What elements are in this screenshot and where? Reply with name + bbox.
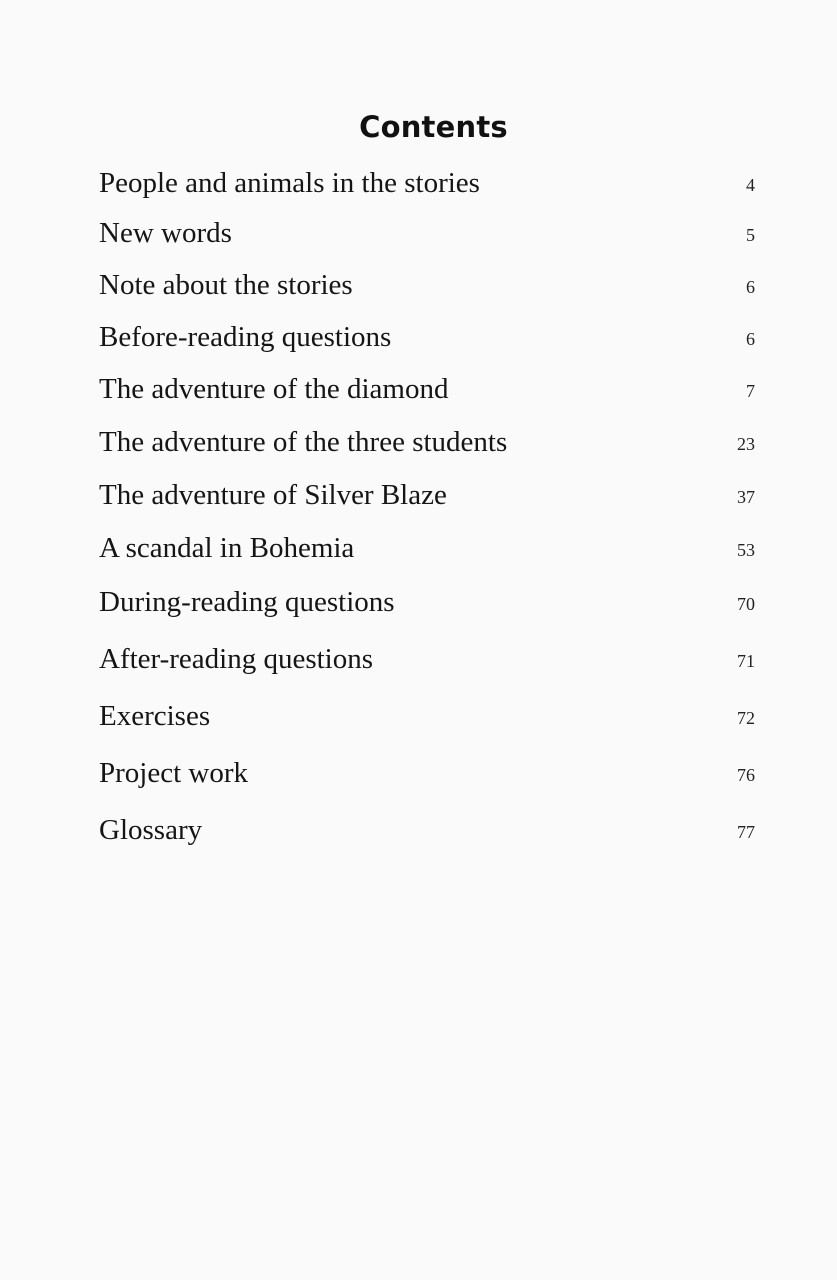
- toc-entry-title: New words: [99, 217, 232, 249]
- toc-entry-title: Glossary: [99, 814, 203, 846]
- toc-entry-page: 23: [737, 434, 755, 454]
- toc-entry-title: People and animals in the stories: [99, 167, 480, 199]
- toc-entry: [99, 530, 755, 570]
- toc-entry-title: Before-reading questions: [99, 321, 392, 353]
- toc-entry-page: 71: [737, 651, 755, 671]
- toc-entry-page: 72: [737, 708, 755, 728]
- toc-entry-title: The adventure of the diamond: [99, 373, 449, 405]
- toc-entry: [99, 698, 755, 738]
- toc-entry-page: 5: [746, 225, 755, 245]
- toc-entry-page: 70: [737, 594, 755, 614]
- toc-entry: [99, 424, 755, 464]
- toc-entry-title: Note about the stories: [99, 269, 353, 301]
- toc-entry-page: 37: [737, 487, 755, 507]
- toc-entry: [99, 641, 755, 681]
- toc-entry: [99, 319, 755, 359]
- toc-entry-title: The adventure of the three students: [99, 426, 508, 458]
- toc-entry: [99, 477, 755, 517]
- toc-entry-page: 4: [746, 175, 755, 195]
- toc-entry-page: 76: [737, 765, 755, 785]
- toc-entry-page: 53: [737, 540, 755, 560]
- toc-entry-page: 6: [746, 329, 755, 349]
- toc-entry: [99, 267, 755, 307]
- toc-entry-page: 7: [746, 381, 755, 401]
- toc-entry-title: Project work: [99, 757, 248, 789]
- toc-entry: [99, 812, 755, 852]
- toc-entry: [99, 371, 755, 411]
- toc-entry-title: A scandal in Bohemia: [99, 532, 355, 564]
- toc-entry-title: During-reading questions: [99, 586, 395, 618]
- toc-entry-title: After-reading questions: [99, 643, 374, 675]
- toc-entry: [99, 165, 755, 205]
- toc-entry-page: 77: [737, 822, 755, 842]
- toc-entry: [99, 755, 755, 795]
- contents-heading: Contents: [359, 110, 508, 144]
- toc-entry-title: The adventure of Silver Blaze: [99, 479, 447, 511]
- toc-entry-page: 6: [746, 277, 755, 297]
- toc-entry: [99, 215, 755, 255]
- toc-entry-title: Exercises: [99, 700, 211, 732]
- toc-entry: [99, 584, 755, 624]
